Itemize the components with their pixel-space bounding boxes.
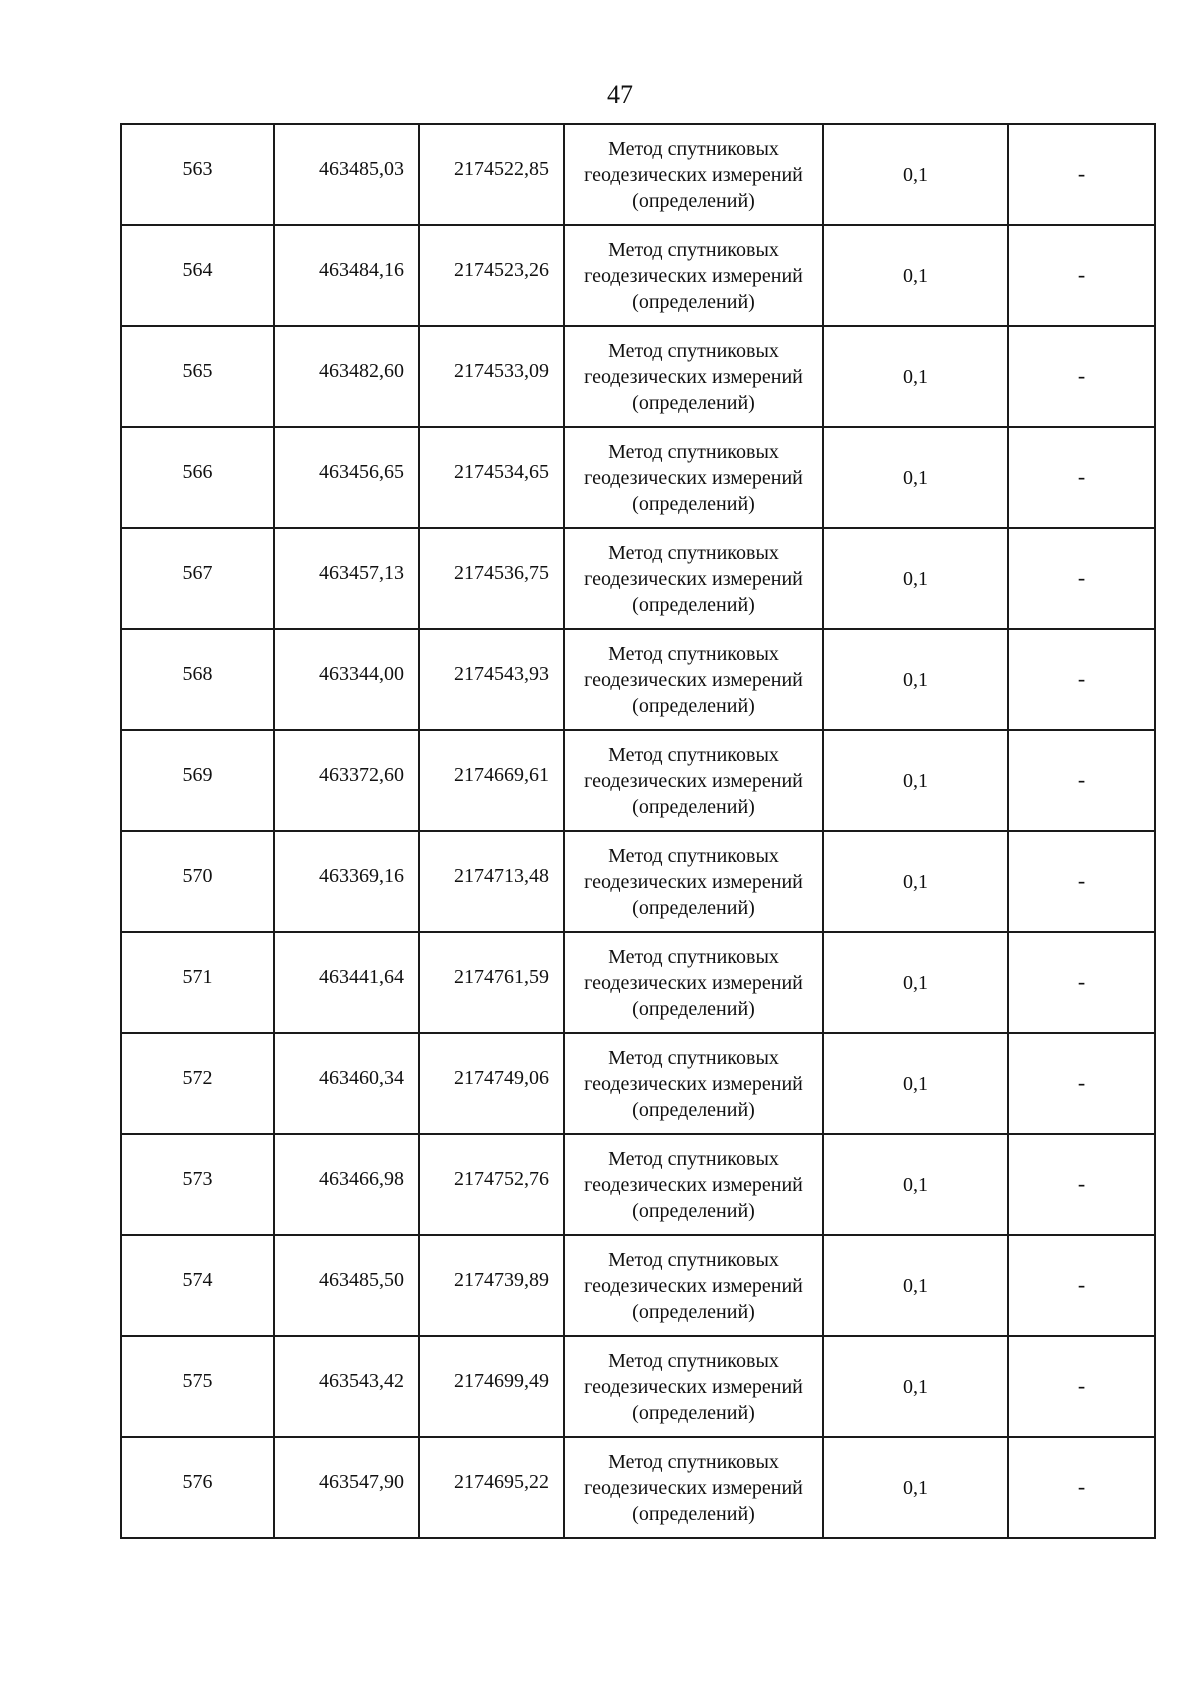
x-coordinate: 463372,60 xyxy=(319,763,404,786)
method-cell xyxy=(564,1033,823,1134)
accuracy-cell xyxy=(823,831,1008,932)
accuracy-value: 0,1 xyxy=(903,1173,928,1196)
description-value: - xyxy=(1077,1070,1086,1095)
description-value: - xyxy=(1077,969,1086,994)
method-cell xyxy=(564,427,823,528)
method-text: Метод спутниковых геодезических измерений (определений) xyxy=(584,1147,803,1222)
x-coordinate: 463484,16 xyxy=(319,258,404,281)
description-cell xyxy=(1008,528,1155,629)
table-row xyxy=(121,427,1155,528)
description-value: - xyxy=(1077,262,1086,287)
description-value: - xyxy=(1077,161,1086,186)
method-text: Метод спутниковых геодезических измерений (определений) xyxy=(584,945,803,1020)
method-cell xyxy=(564,528,823,629)
table-row xyxy=(121,831,1155,932)
accuracy-value: 0,1 xyxy=(903,971,928,994)
point-number: 572 xyxy=(182,1066,213,1089)
point-number: 574 xyxy=(182,1268,213,1291)
description-cell xyxy=(1008,124,1155,225)
y-coordinate: 2174536,75 xyxy=(454,561,549,584)
table-row xyxy=(121,1134,1155,1235)
table-row xyxy=(121,326,1155,427)
table-row xyxy=(121,1336,1155,1437)
y-coordinate-cell xyxy=(419,1033,564,1134)
description-value: - xyxy=(1077,464,1086,489)
x-coordinate: 463485,50 xyxy=(319,1268,404,1291)
x-coordinate: 463543,42 xyxy=(319,1369,404,1392)
point-number: 569 xyxy=(182,763,213,786)
x-coordinate: 463457,13 xyxy=(319,561,404,584)
method-text: Метод спутниковых геодезических измерений (определений) xyxy=(584,743,803,818)
method-text: Метод спутниковых геодезических измерений (определений) xyxy=(584,1046,803,1121)
coordinates-table xyxy=(120,123,1156,1539)
table-row xyxy=(121,629,1155,730)
method-text: Метод спутниковых геодезических измерений (определений) xyxy=(584,1450,803,1525)
x-coordinate: 463441,64 xyxy=(319,965,404,988)
description-value: - xyxy=(1077,1171,1086,1196)
y-coordinate: 2174695,22 xyxy=(454,1470,549,1493)
table-row xyxy=(121,730,1155,831)
x-coordinate-cell xyxy=(274,528,419,629)
y-coordinate-cell xyxy=(419,1134,564,1235)
description-cell xyxy=(1008,1134,1155,1235)
method-cell xyxy=(564,1235,823,1336)
x-coordinate: 463456,65 xyxy=(319,460,404,483)
y-coordinate: 2174699,49 xyxy=(454,1369,549,1392)
x-coordinate: 463466,98 xyxy=(319,1167,404,1190)
point-number: 573 xyxy=(182,1167,213,1190)
point-number: 567 xyxy=(182,561,213,584)
method-text: Метод спутниковых геодезических измерений (определений) xyxy=(584,339,803,414)
table-row xyxy=(121,124,1155,225)
accuracy-value: 0,1 xyxy=(903,668,928,691)
accuracy-cell xyxy=(823,326,1008,427)
accuracy-value: 0,1 xyxy=(903,163,928,186)
point-number-cell xyxy=(121,1033,274,1134)
accuracy-cell xyxy=(823,1336,1008,1437)
description-cell xyxy=(1008,427,1155,528)
x-coordinate-cell xyxy=(274,1437,419,1538)
description-value: - xyxy=(1077,1474,1086,1499)
point-number-cell xyxy=(121,831,274,932)
description-cell xyxy=(1008,1437,1155,1538)
point-number-cell xyxy=(121,1134,274,1235)
table-row xyxy=(121,1437,1155,1538)
point-number-cell xyxy=(121,326,274,427)
accuracy-cell xyxy=(823,629,1008,730)
x-coordinate: 463482,60 xyxy=(319,359,404,382)
accuracy-cell xyxy=(823,932,1008,1033)
point-number-cell xyxy=(121,629,274,730)
description-cell xyxy=(1008,225,1155,326)
method-text: Метод спутниковых геодезических измерений (определений) xyxy=(584,1248,803,1323)
table-row xyxy=(121,1235,1155,1336)
point-number: 568 xyxy=(182,662,213,685)
point-number-cell xyxy=(121,932,274,1033)
x-coordinate-cell xyxy=(274,1235,419,1336)
x-coordinate-cell xyxy=(274,1134,419,1235)
method-text: Метод спутниковых геодезических измерений (определений) xyxy=(584,1349,803,1424)
y-coordinate: 2174739,89 xyxy=(454,1268,549,1291)
coordinates-table-body xyxy=(121,124,1155,1538)
y-coordinate: 2174543,93 xyxy=(454,662,549,685)
method-text: Метод спутниковых геодезических измерений (определений) xyxy=(584,238,803,313)
y-coordinate-cell xyxy=(419,831,564,932)
point-number: 563 xyxy=(182,157,213,180)
accuracy-value: 0,1 xyxy=(903,567,928,590)
description-cell xyxy=(1008,1336,1155,1437)
method-cell xyxy=(564,730,823,831)
point-number: 564 xyxy=(182,258,213,281)
y-coordinate-cell xyxy=(419,326,564,427)
x-coordinate-cell xyxy=(274,730,419,831)
x-coordinate-cell xyxy=(274,427,419,528)
description-cell xyxy=(1008,1033,1155,1134)
method-text: Метод спутниковых геодезических измерений (определений) xyxy=(584,541,803,616)
accuracy-cell xyxy=(823,124,1008,225)
accuracy-cell xyxy=(823,1437,1008,1538)
y-coordinate: 2174533,09 xyxy=(454,359,549,382)
accuracy-value: 0,1 xyxy=(903,870,928,893)
y-coordinate-cell xyxy=(419,225,564,326)
accuracy-value: 0,1 xyxy=(903,769,928,792)
y-coordinate: 2174761,59 xyxy=(454,965,549,988)
y-coordinate-cell xyxy=(419,427,564,528)
point-number-cell xyxy=(121,1336,274,1437)
point-number-cell xyxy=(121,1235,274,1336)
description-value: - xyxy=(1077,868,1086,893)
y-coordinate-cell xyxy=(419,730,564,831)
y-coordinate-cell xyxy=(419,1336,564,1437)
y-coordinate: 2174669,61 xyxy=(454,763,549,786)
method-cell xyxy=(564,124,823,225)
accuracy-cell xyxy=(823,1235,1008,1336)
method-cell xyxy=(564,831,823,932)
x-coordinate: 463485,03 xyxy=(319,157,404,180)
accuracy-value: 0,1 xyxy=(903,466,928,489)
y-coordinate-cell xyxy=(419,124,564,225)
table-row xyxy=(121,932,1155,1033)
description-cell xyxy=(1008,831,1155,932)
accuracy-cell xyxy=(823,730,1008,831)
accuracy-value: 0,1 xyxy=(903,1072,928,1095)
y-coordinate: 2174522,85 xyxy=(454,157,549,180)
point-number: 566 xyxy=(182,460,213,483)
point-number-cell xyxy=(121,124,274,225)
table-row xyxy=(121,528,1155,629)
accuracy-cell xyxy=(823,427,1008,528)
description-value: - xyxy=(1077,666,1086,691)
y-coordinate-cell xyxy=(419,932,564,1033)
method-text: Метод спутниковых геодезических измерений (определений) xyxy=(584,440,803,515)
page-number: 47 xyxy=(607,80,633,109)
point-number: 565 xyxy=(182,359,213,382)
description-cell xyxy=(1008,730,1155,831)
description-cell xyxy=(1008,1235,1155,1336)
x-coordinate: 463460,34 xyxy=(319,1066,404,1089)
accuracy-value: 0,1 xyxy=(903,365,928,388)
x-coordinate-cell xyxy=(274,124,419,225)
point-number: 570 xyxy=(182,864,213,887)
y-coordinate: 2174713,48 xyxy=(454,864,549,887)
y-coordinate-cell xyxy=(419,1437,564,1538)
x-coordinate: 463369,16 xyxy=(319,864,404,887)
description-value: - xyxy=(1077,1373,1086,1398)
accuracy-cell xyxy=(823,1134,1008,1235)
accuracy-value: 0,1 xyxy=(903,264,928,287)
point-number: 576 xyxy=(182,1470,213,1493)
description-cell xyxy=(1008,629,1155,730)
accuracy-cell xyxy=(823,225,1008,326)
accuracy-cell xyxy=(823,528,1008,629)
point-number: 575 xyxy=(182,1369,213,1392)
description-value: - xyxy=(1077,767,1086,792)
description-value: - xyxy=(1077,565,1086,590)
x-coordinate: 463344,00 xyxy=(319,662,404,685)
point-number-cell xyxy=(121,427,274,528)
method-cell xyxy=(564,629,823,730)
point-number-cell xyxy=(121,528,274,629)
x-coordinate-cell xyxy=(274,1033,419,1134)
description-value: - xyxy=(1077,1272,1086,1297)
table-row xyxy=(121,1033,1155,1134)
x-coordinate-cell xyxy=(274,629,419,730)
x-coordinate-cell xyxy=(274,225,419,326)
y-coordinate-cell xyxy=(419,528,564,629)
y-coordinate-cell xyxy=(419,1235,564,1336)
x-coordinate-cell xyxy=(274,1336,419,1437)
x-coordinate-cell xyxy=(274,831,419,932)
x-coordinate: 463547,90 xyxy=(319,1470,404,1493)
accuracy-value: 0,1 xyxy=(903,1274,928,1297)
description-cell xyxy=(1008,932,1155,1033)
description-cell xyxy=(1008,326,1155,427)
method-cell xyxy=(564,225,823,326)
accuracy-cell xyxy=(823,1033,1008,1134)
y-coordinate: 2174749,06 xyxy=(454,1066,549,1089)
method-cell xyxy=(564,1336,823,1437)
method-text: Метод спутниковых геодезических измерений (определений) xyxy=(584,137,803,212)
table-row xyxy=(121,225,1155,326)
method-cell xyxy=(564,326,823,427)
method-cell xyxy=(564,1437,823,1538)
y-coordinate: 2174752,76 xyxy=(454,1167,549,1190)
point-number-cell xyxy=(121,1437,274,1538)
point-number: 571 xyxy=(182,965,213,988)
point-number-cell xyxy=(121,225,274,326)
y-coordinate: 2174534,65 xyxy=(454,460,549,483)
x-coordinate-cell xyxy=(274,932,419,1033)
y-coordinate-cell xyxy=(419,629,564,730)
method-text: Метод спутниковых геодезических измерений (определений) xyxy=(584,642,803,717)
y-coordinate: 2174523,26 xyxy=(454,258,549,281)
point-number-cell xyxy=(121,730,274,831)
method-cell xyxy=(564,932,823,1033)
accuracy-value: 0,1 xyxy=(903,1375,928,1398)
description-value: - xyxy=(1077,363,1086,388)
method-cell xyxy=(564,1134,823,1235)
method-text: Метод спутниковых геодезических измерений (определений) xyxy=(584,844,803,919)
accuracy-value: 0,1 xyxy=(903,1476,928,1499)
x-coordinate-cell xyxy=(274,326,419,427)
